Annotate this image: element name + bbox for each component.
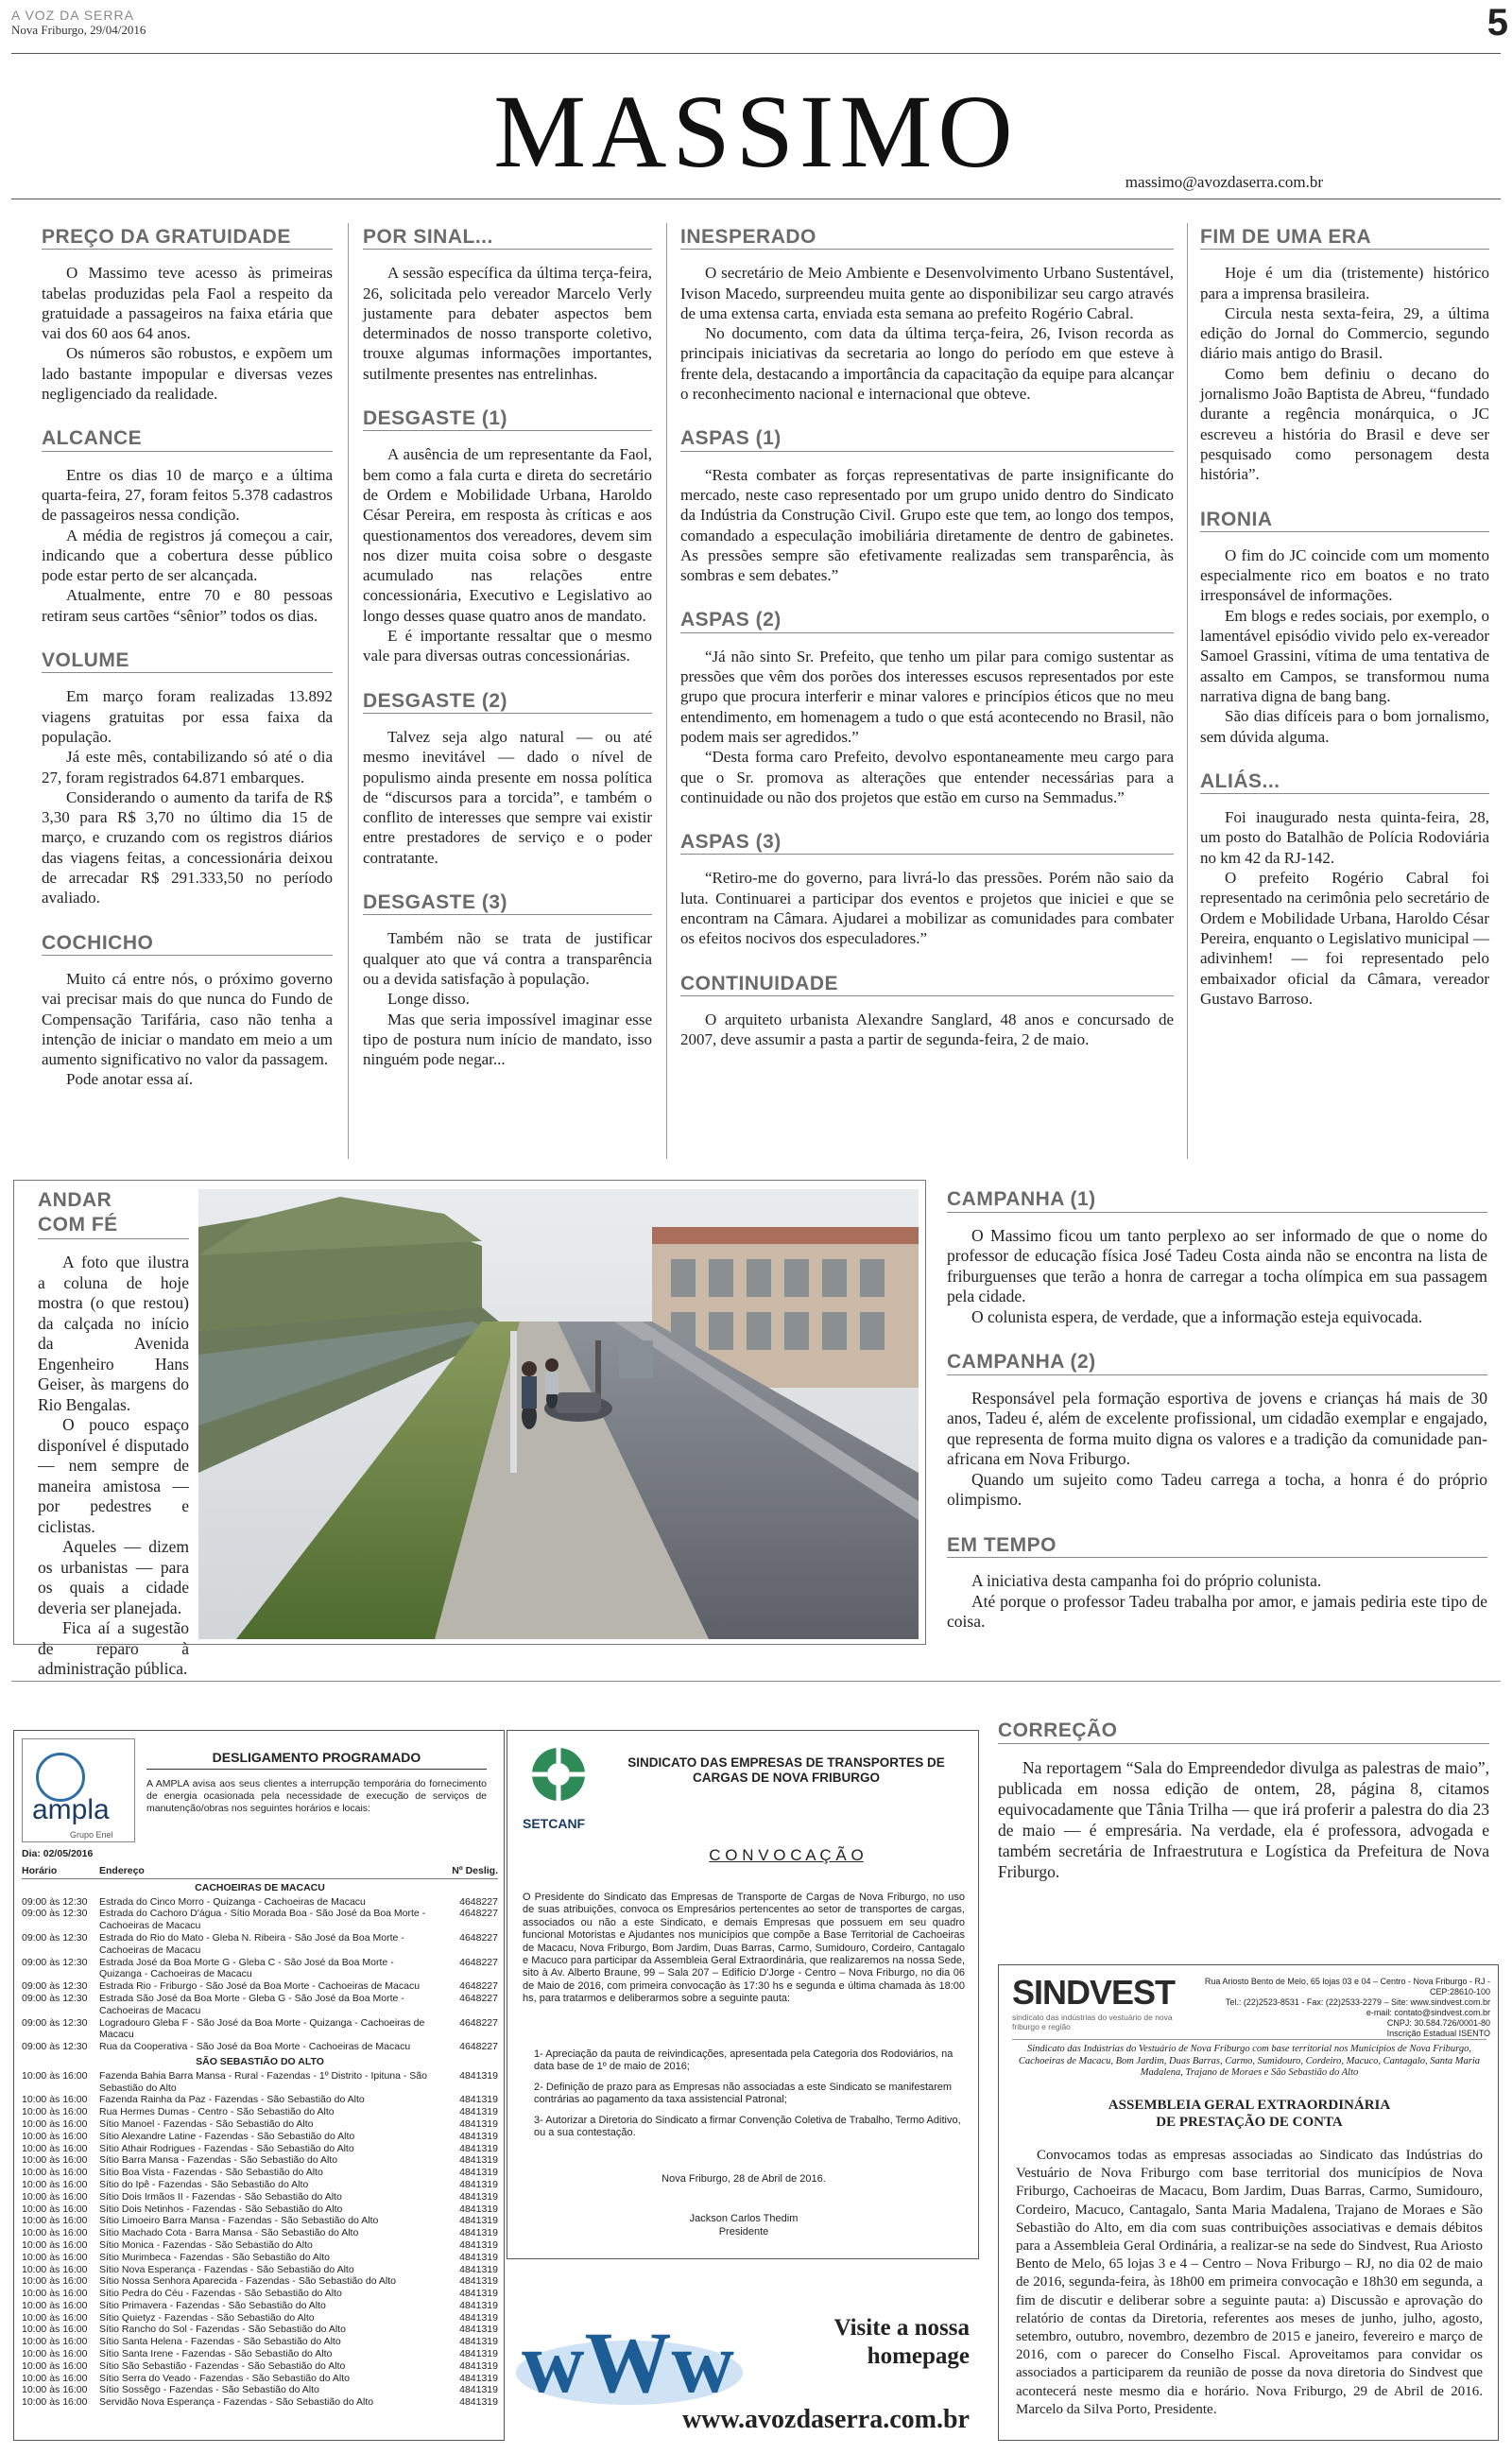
homepage-ad <box>507 2288 979 2441</box>
address-cell: Sítio Primavera - Fazendas - São Sebastião do Alto <box>99 2299 326 2311</box>
address-cell: Sítio Sossêgo - Fazendas - São Sebastião do Alto <box>99 2384 319 2396</box>
time-cell: 10:00 às 16:00 <box>22 2324 88 2336</box>
homepage-ad-line1: Visite a nossa <box>833 2315 970 2341</box>
paragraph: A sessão específica da última terça-feira, 26, solicitada pelo vereador Marcelo Verly justamente para debater aspectos bem determinados de nosso transporte coletivo, trouxe algumas informações importantes, sutilmente presentes nas entrelinhas. <box>363 264 652 383</box>
sindvest-address: Rua Ariosto Bento de Melo, 65 lojas 03 e 04 – Centro - Nova Friburgo - RJ - CEP:28610-100 <box>1204 1977 1490 1996</box>
time-cell: 09:00 às 12:30 <box>22 1956 88 1968</box>
time-cell: 09:00 às 12:30 <box>22 1931 88 1944</box>
paragraph: “Desta forma caro Prefeito, devolvo espontaneamente meu cargo para que o Sr. promova as alterações que entender necessárias para a continuidade ou não dos projetos que estão em curso na Semmadus.” <box>680 748 1174 806</box>
address-cell: Estrada do Cachoro D'água - Sítio Morada Boa - São José da Boa Morte - Cachoeiras de Macacu <box>99 1908 426 1932</box>
paragraph: Circula nesta sexta-feira, 29, a última edição do Jornal do Commercio, segundo diário mais antigo do Brasil. <box>1200 303 1489 363</box>
column-email: massimo@avozdaserra.com.br <box>1125 173 1323 191</box>
paragraph: O prefeito Rogério Cabral foi representado na cerimônia pelo secretário de Ordem e Mobilidade Urbana, Haroldo César Pereira, enquanto o Legislativo municipal — adivinhem! — foi representado pelo embaixador oficial da Câmara, vereador Gustavo Barroso. <box>1200 869 1489 1008</box>
section-title: IRONIA <box>1200 510 1489 532</box>
col-time-header: Horário <box>22 1865 58 1876</box>
address-cell: Sítio do Ipê - Fazendas - São Sebastião do Alto <box>99 2178 309 2190</box>
paragraph: São dias difíceis para o bom jornalismo, sem dúvida alguma. <box>1200 707 1489 746</box>
number-cell: 4841319 <box>459 2336 498 2348</box>
paragraph: Quando um sujeito como Tadeu carrega a tocha, a honra é do próprio olimpismo. <box>947 1469 1487 1509</box>
number-cell: 4841319 <box>459 2178 498 2190</box>
number-cell: 4841319 <box>459 2372 498 2384</box>
schedule-group: CACHOEIRAS DE MACACU <box>195 1881 325 1893</box>
schedule-row <box>22 1980 498 1993</box>
time-cell: 10:00 às 16:00 <box>22 2372 88 2384</box>
ampla-group: Grupo Enel <box>70 1830 113 1840</box>
paragraph: Hoje é um dia (tristemente) histórico para a imprensa brasileira. <box>1200 264 1489 302</box>
sindvest-title-1: ASSEMBLEIA GERAL EXTRAORDINÁRIA <box>1108 2098 1391 2113</box>
paragraph: O arquiteto urbanista Alexandre Sanglard, 48 anos e concursado de 2007, deve assumir a pasta a partir de segunda-feira, 2 de maio. <box>680 1010 1174 1049</box>
section-title: ASPAS (3) <box>680 832 1174 855</box>
www-graphic-text: wWw <box>522 2314 734 2411</box>
schedule-row <box>22 2348 498 2360</box>
time-cell: 10:00 às 16:00 <box>22 2251 88 2263</box>
paragraph: Muito cá entre nós, o próximo governo vai precisar mais do que nunca do Fundo de Compensação Tarifária, caso não tenha a intenção de iniciar o mandato em meio a um aumento significativo no valor da passagem. <box>42 969 333 1069</box>
section-title: DESGASTE (2) <box>363 691 652 714</box>
column-4 <box>1200 227 1489 1009</box>
paragraph: A ausência de um representante da Faol, bem como a fala curta e direta do secretário de Ordem e Mobilidade Urbana, Haroldo César Pereira, em resposta às críticas e aos questionamentos dos vereadores, devem sim nos dizer muita coisa sobre o desgaste acumulado nas relações entre concessionária, Executivo e Legislativo ao longo desses quase quatro anos de mandato. <box>363 445 652 625</box>
homepage-ad-line2: homepage <box>867 2343 970 2369</box>
column-divider <box>348 223 349 1159</box>
number-cell: 4841319 <box>459 2227 498 2239</box>
paragraph: Atualmente, entre 70 e 80 pessoas retiram seus cartões “sênior” todos os dias. <box>42 586 333 625</box>
agenda-item: 1- Apreciação da pauta de reivindicações, apresentada pela Categoria dos Rodoviários, na data base de 1º de maio de 2016; <box>534 2048 954 2073</box>
address-cell: Estrada José da Boa Morte G - Gleba C - São José da Boa Morte - Quizanga - Cachoeiras de Macacu <box>99 1956 394 1980</box>
ampla-schedule <box>22 1865 498 2409</box>
schedule-row <box>22 2017 498 2042</box>
schedule-row <box>22 2264 498 2276</box>
schedule-row <box>22 2396 498 2409</box>
time-cell: 10:00 às 16:00 <box>22 2311 88 2324</box>
paragraph: A média de registros já começou a cair, indicando que a cobertura desse público pode estar perto de ser alcançada. <box>42 526 333 585</box>
number-cell: 4648227 <box>459 1931 498 1944</box>
paragraph: “Já não sinto Sr. Prefeito, que tenho um pilar para comigo sustentar as pressões que vêm dos porões dos interesses escusos representados por este grupo que procura interferir e minar valores e princípios éticos que no meu entendimento, em homenagem a tudo o que está acontecendo no Brasil, não podem mais ser agredidos.” <box>680 647 1174 746</box>
schedule-row <box>22 2215 498 2227</box>
paragraph: “Retiro-me do governo, para livrá-lo das pressões. Porém não saio da luta. Continuarei a participar dos eventos e projetos que iniciei e que se encontram na Câmara. Ajudarei a mobilizar as comunidades para combater os efeitos nocivos dos especuladores.” <box>680 869 1174 948</box>
time-cell: 10:00 às 16:00 <box>22 2142 88 2154</box>
section-title: ALCANCE <box>42 428 333 451</box>
address-cell: Sítio Nova Esperança - Fazendas - São Sebastião do Alto <box>99 2263 354 2275</box>
schedule-row <box>22 2167 498 2179</box>
schedule-row <box>22 2154 498 2167</box>
www-graphic <box>507 2288 752 2420</box>
address-cell: Sítio Barra Mansa - Fazendas - São Sebastião do Alto <box>99 2154 338 2167</box>
feature-title: COM FÉ <box>38 1214 189 1239</box>
schedule-row <box>22 2373 498 2385</box>
number-cell: 4648227 <box>459 1895 498 1908</box>
number-cell: 4841319 <box>459 2348 498 2360</box>
address-cell: Sítio Alexandre Latine - Fazendas - São Sebastião do Alto <box>99 2130 355 2142</box>
address-cell: Sítio Serra do Veado - Fazendas - São Sebastião do Alto <box>99 2372 351 2384</box>
schedule-row <box>22 2336 498 2348</box>
schedule-row <box>22 2106 498 2118</box>
sindvest-contact <box>1178 1977 1490 2039</box>
agenda-item: 3- Autorizar a Diretoria do Sindicato a firmar Convenção Coletiva de Trabalho, Termo Aditivo, ou a sua contestação. <box>534 2114 961 2139</box>
number-cell: 4841319 <box>459 2288 498 2300</box>
schedule-row <box>22 1896 498 1909</box>
setcanf-notice: C O N V O C A Ç Ã O <box>709 1846 864 1864</box>
setcanf-signer-role: Presidente <box>718 2226 769 2238</box>
number-cell: 4841319 <box>459 2324 498 2336</box>
number-cell: 4841319 <box>459 2263 498 2275</box>
correction-box <box>998 1720 1489 1882</box>
column-1 <box>42 227 333 1090</box>
time-cell: 10:00 às 16:00 <box>22 2069 88 2082</box>
ampla-title: DESLIGAMENTO PROGRAMADO <box>146 1750 487 1770</box>
time-cell: 09:00 às 12:30 <box>22 1895 88 1908</box>
schedule-row <box>22 2275 498 2288</box>
paragraph: A iniciativa desta campanha foi do próprio colunista. <box>971 1571 1322 1590</box>
section-title: ALIÁS... <box>1200 771 1489 794</box>
paragraph: Na reportagem “Sala do Empreendedor divulga as palestras de maio”, publicada em nossa edição de ontem, 28, página 8, citamos equivocadamente que Tânia Trilha — que irá proferir a palestra do dia 23 de maio — é empresária. Na verdade, ela é professora, advogada e também secretária de Infraestrutura e Logística da Prefeitura de Nova Friburgo. <box>998 1758 1489 1881</box>
number-cell: 4841319 <box>459 2117 498 2130</box>
address-cell: Estrada do Rio do Mato - Gleba N. Ribeira - São José da Boa Morte - Cachoeiras de Macacu <box>99 1931 404 1956</box>
schedule-row <box>22 2324 498 2336</box>
address-cell: Sítio Pedra do Céu - Fazendas - São Sebastião do Alto <box>99 2288 342 2300</box>
paragraph: Em março foram realizadas 13.892 viagens gratuitas por essa faixa da população. <box>42 687 333 746</box>
header-rule <box>11 53 1501 54</box>
schedule-row <box>22 2203 498 2216</box>
paper-name: A VOZ DA SERRA <box>11 8 134 23</box>
address-cell: Sítio São Sebastião - Fazendas - São Sebastião do Alto <box>99 2359 346 2372</box>
address-cell: Sítio Manoel - Fazendas - São Sebastião do Alto <box>99 2117 314 2130</box>
section-title: FIM DE UMA ERA <box>1200 227 1489 250</box>
address-cell: Sítio Boa Vista - Fazendas - São Sebastião do Alto <box>99 2167 323 2179</box>
schedule-row <box>22 2070 498 2095</box>
address-cell: Sítio Rancho do Sol - Fazendas - São Sebastião do Alto <box>99 2324 346 2336</box>
setcanf-signer: Jackson Carlos Thedim <box>689 2213 799 2224</box>
schedule-row <box>22 2360 498 2373</box>
time-cell: 09:00 às 12:30 <box>22 2041 88 2053</box>
schedule-row <box>22 2227 498 2239</box>
number-cell: 4841319 <box>459 2396 498 2409</box>
time-cell: 10:00 às 16:00 <box>22 2263 88 2275</box>
address-cell: Rua da Cooperativa - São José da Boa Morte - Cachoeiras de Macacu <box>99 2041 411 2053</box>
paragraph: O colunista espera, de verdade, que a informação esteja equivocada. <box>971 1306 1423 1326</box>
paragraph: Longe disso. <box>387 990 470 1009</box>
setcanf-date: Nova Friburgo, 28 de Abril de 2016. <box>662 2173 826 2185</box>
sindvest-body: Convocamos todas as empresas associadas ao Sindicato das Indústrias do Vestuário de Nova Friburgo com base territorial dos municípios de Nova Friburgo, Cachoeiras de Macacu, Bom Jardim, Duas Barras, Carmo, Sumidouro, Cordeiro, Macuco, Cantagalo, Santa Maria Madalena, Trajano de Moraes e São Sebastião do Alto, em dia com suas contribuições associativas e demais débitos para a Assembleia Geral Ordinária, a realizar-se na sede do Sindvest, Rua Ariosto Bento de Melo, 65 lojas 3 e 4 – Centro – Nova Friburgo – RJ, no dia 02 de maio de 2016, segunda-feira, às 18h00 em primeira convocação e 18h30 em segunda, a fim de discutir e deliberar sobre a seguinte pauta: a) Discussão e aprovação do relatório de contas da Diretoria, referentes aos meses de junho, julho, agosto, setembro, outubro, novembro, dezembro de 2015 e janeiro, fevereiro e março de 2016, com o parecer do Conselho Fiscal. Aproveitamos para convidar os associados a participarem da reunião de posse da nova diretoria do Sindvest que acontecerá neste mesmo dia e horário. Nova Friburgo, 29 de Abril de 2016. Marcelo da Silva Porto, Presidente. <box>1016 2148 1483 2417</box>
address-cell: Rua Hermes Dumas - Centro - São Sebastião do Alto <box>99 2106 335 2118</box>
schedule-rows <box>22 1896 498 2053</box>
time-cell: 10:00 às 16:00 <box>22 2384 88 2396</box>
schedule-row <box>22 2239 498 2252</box>
section-title: VOLUME <box>42 650 333 673</box>
number-cell: 4841319 <box>459 2311 498 2324</box>
schedule-header <box>22 1865 498 1879</box>
ampla-logo-box <box>22 1738 135 1842</box>
street-photo-image <box>198 1189 919 1639</box>
sindvest-cnpj: CNPJ: 30.584.726/0001-80 <box>1386 2018 1490 2028</box>
time-cell: 10:00 às 16:00 <box>22 2336 88 2348</box>
paragraph: Entre os dias 10 de março e a última quarta-feira, 27, foram feitos 5.378 cadastros de passageiros nessa condição. <box>42 465 333 525</box>
address-cell: Sítio Machado Cota - Barra Mansa - São Sebastião do Alto <box>99 2227 359 2239</box>
schedule-row <box>22 2041 498 2053</box>
section-title: ASPAS (1) <box>680 428 1174 451</box>
col-number-header: Nº Deslig. <box>452 1865 498 1876</box>
time-cell: 10:00 às 16:00 <box>22 2396 88 2409</box>
paragraph: Fica aí a sugestão de reparo à administração pública. <box>38 1618 189 1678</box>
number-cell: 4841319 <box>459 2251 498 2263</box>
section-title: INESPERADO <box>680 227 1174 250</box>
address-cell: Sítio Athair Rodrigues - Fazendas - São Sebastião do Alto <box>99 2142 354 2154</box>
col-address-header: Endereço <box>99 1865 145 1876</box>
number-cell: 4841319 <box>459 2190 498 2203</box>
address-cell: Sítio Dois Irmãos II - Fazendas - São Sebastião do Alto <box>99 2190 342 2203</box>
setcanf-ad <box>507 1730 979 2259</box>
schedule-row <box>22 1932 498 1957</box>
sindvest-phones: Tel.: (22)2523-8531 - Fax: (22)2533-2279 – Site: www.sindvest.com.br <box>1225 1997 1490 2007</box>
time-cell: 10:00 às 16:00 <box>22 2178 88 2190</box>
schedule-row <box>22 2118 498 2131</box>
paragraph: Como bem definiu o decano do jornalismo João Baptista de Abreu, “fundado durante a regência monárquica, o JC escreveu a história do Brasil e deve ser pesquisado como personagem desta história”. <box>1200 364 1489 484</box>
section-title: CAMPANHA (1) <box>947 1189 1487 1213</box>
number-cell: 4648227 <box>459 1980 498 1993</box>
paragraph: Aqueles — dizem os urbanistas — para os quais a cidade deveria ser planejada. <box>38 1537 189 1617</box>
section-title: COCHICHO <box>42 933 333 956</box>
ampla-intro: A AMPLA avisa aos seus clientes a interrupção temporária do fornecimento de energia ocasionada pela necessidade de execução de serviços de manutenção/obras nos seguintes horários e locais: <box>146 1778 487 1814</box>
address-cell: Servidão Nova Esperança - Fazendas - São Sebastião do Alto <box>99 2396 374 2409</box>
setcanf-logo: SETCANF <box>523 1816 586 1831</box>
time-cell: 10:00 às 16:00 <box>22 2094 88 2106</box>
ampla-ad <box>13 1730 505 2441</box>
paragraph: O Massimo teve acesso às primeiras tabelas produzidas pela Faol a respeito da gratuidade a passageiros na faixa etária que vai dos 60 aos 64 anos. <box>42 264 333 343</box>
paragraph: “Resta combater as forças representativas de parte insignificante do mercado, neste caso representado por um grupo unido dentro do Sindicato da Indústria da Construção Civil. Grupo este que tem, ao longo dos tempos, comandado a especulação imobiliária diretamente de dentro de gabinetes. As pressões sempre são efetivamente realizadas sem transparência, às sombras e sem debates.” <box>680 465 1174 585</box>
time-cell: 10:00 às 16:00 <box>22 2190 88 2203</box>
page-number: 5 <box>1486 2 1508 43</box>
sindvest-tagline: Sindicato das Indústrias do Vestuário de Nova Friburgo com base territorial nos Municípios de Nova Friburgo, Cachoeiras de Macacu, Bom Jardim, Duas Barras, Carmo, Sumidouro, Cordeiro, Macuco, Cantagalo, Santa Maria Madalena, Trajano de Moraes e São Sebastião do Alto <box>1012 2039 1486 2080</box>
address-cell: Sítio Limoeiro Barra Mansa - Fazendas - São Sebastião do Alto <box>99 2215 379 2227</box>
time-cell: 10:00 às 16:00 <box>22 2215 88 2227</box>
feature-title: ANDAR <box>38 1189 112 1211</box>
time-cell: 10:00 às 16:00 <box>22 2348 88 2360</box>
number-cell: 4841319 <box>459 2275 498 2288</box>
time-cell: 10:00 às 16:00 <box>22 2275 88 2288</box>
section-title: CORREÇÃO <box>998 1720 1489 1744</box>
street-photo <box>198 1189 919 1639</box>
address-cell: Fazenda Bahia Barra Mansa - Rural - Fazendas - 1º Distrito - Ipituna - São Sebastião do Alto <box>99 2069 427 2094</box>
number-cell: 4841319 <box>459 2215 498 2227</box>
section-title: CAMPANHA (2) <box>947 1352 1487 1375</box>
section-title: CONTINUIDADE <box>680 974 1174 996</box>
column-title: MASSIMO <box>493 74 1019 189</box>
sindvest-logo-sub: sindicato das indústrias do vestuário de nova friburgo e região <box>1012 2013 1173 2031</box>
paragraph: No documento, com data da última terça-feira, 26, Ivison recorda as principais iniciativas da secretaria ao longo do período em que esteve à frente dela, destacando a importância da capacitação da equipe para alcançar o reconhecimento nacional e internacional que obteve. <box>680 324 1174 404</box>
setcanf-body: O Presidente do Sindicato das Empresas de Transporte de Cargas de Nova Friburgo, no uso de suas atribuições, convoca os Empresários pertencentes ao setor de transportes de cargas, associados ou não a este Sindicato, e demais Empresas que possuem em seu quadro funcional Motoristas e Ajudantes nos municípios que compõe a Base Territorial de Cachoeiras de Macacu, Nova Friburgo, Bom Jardim, Duas Barras, Carmo, Sumidouro, Cordeiro, Cantagalo e Macuco para participar da Assembleia Geral Extraordinária, que realizaremos na nossa Sede, sito à Av. Alberto Braune, 99 – Sala 207 – Edifício D'Jorge - Centro – Nova Friburgo, no dia 06 de Maio de 2016, com primeira convocação às 17:30 hs e segunda e última chamada às 18:00 hs, para tratarmos e deliberarmos sobre a seguinte pauta: <box>523 1892 965 2005</box>
address-cell: Sítio Dois Netinhos - Fazendas - São Sebastião do Alto <box>99 2203 343 2215</box>
paragraph: Considerando o aumento da tarifa de R$ 3,30 para R$ 3,70 no último dia 15 de março, e cruzando com os registros diários das viagens feitas, a concessionária deixou de arrecadar R$ 291.333,50 no período avaliado. <box>42 787 333 907</box>
address-cell: Sítio Santa Helena - Fazendas - São Sebastião do Alto <box>99 2336 341 2348</box>
paragraph: Também não se trata de justificar qualquer ato que vá contra a transparência ou a devida satisfação à população. <box>363 929 652 988</box>
time-cell: 10:00 às 16:00 <box>22 2117 88 2130</box>
ampla-logo: ampla <box>32 1794 110 1825</box>
address-cell: Logradouro Gleba F - São José da Boa Morte - Quizanga - Cachoeiras de Macacu <box>99 2016 425 2041</box>
time-cell: 10:00 às 16:00 <box>22 2203 88 2215</box>
paragraph: O pouco espaço disponível é disputado — nem sempre de maneira amistosa — por pedestres e ciclistas. <box>38 1415 189 1536</box>
number-cell: 4841319 <box>459 2167 498 2179</box>
number-cell: 4841319 <box>459 2384 498 2396</box>
section-title: DESGASTE (1) <box>363 408 652 431</box>
section-title: DESGASTE (3) <box>363 892 652 915</box>
paragraph: A foto que ilustra a coluna de hoje mostra (o que restou) da calçada no início da Avenida Engenheiro Hans Geiser, às margens do Rio Bengalas. <box>38 1253 189 1414</box>
time-cell: 10:00 às 16:00 <box>22 2130 88 2142</box>
time-cell: 09:00 às 12:30 <box>22 2016 88 2029</box>
number-cell: 4841319 <box>459 2069 498 2082</box>
paragraph: Os números são robustos, e expõem um lado bastante impopular e diversas vezes negligenciado da realidade. <box>42 344 333 404</box>
time-cell: 09:00 às 12:30 <box>22 1908 88 1920</box>
address-cell: Estrada São José da Boa Morte - Gleba G - São José da Boa Morte - Cachoeiras de Macacu <box>99 1992 404 2016</box>
time-cell: 10:00 às 16:00 <box>22 2359 88 2372</box>
setcanf-agenda <box>534 2048 961 2139</box>
sindvest-inscricao: Inscrição Estadual ISENTO <box>1386 2029 1490 2038</box>
time-cell: 09:00 às 12:30 <box>22 1980 88 1993</box>
section-title: EM TEMPO <box>947 1535 1487 1559</box>
sindvest-title-2: DE PRESTAÇÃO DE CONTA <box>1156 2115 1343 2130</box>
sindvest-email: e-mail: contato@sindvest.com.br <box>1366 2008 1490 2017</box>
schedule-row <box>22 1908 498 1932</box>
schedule-row <box>22 2143 498 2155</box>
schedule-group: SÃO SEBASTIÃO DO ALTO <box>196 2055 324 2067</box>
address-cell: Estrada Rio - Friburgo - São José da Boa Morte - Cachoeiras de Macacu <box>99 1980 421 1993</box>
setcanf-title: SINDICATO DAS EMPRESAS DE TRANSPORTES DE CARGAS DE NOVA FRIBURGO <box>627 1755 945 1785</box>
agenda-item: 2- Definição de prazo para as Empresas não associadas a este Sindicato se manifestarem contrárias ao pagamento da taxa assistencial Patronal; <box>534 2081 953 2106</box>
address-cell: Sítio Murimbeca - Fazendas - São Sebastião do Alto <box>99 2251 330 2263</box>
number-cell: 4841319 <box>459 2238 498 2251</box>
time-cell: 10:00 às 16:00 <box>22 2167 88 2179</box>
section-title: POR SINAL... <box>363 227 652 250</box>
time-cell: 10:00 às 16:00 <box>22 2154 88 2167</box>
number-cell: 4648227 <box>459 1908 498 1920</box>
schedule-row <box>22 2131 498 2143</box>
sindvest-logo: SINDVEST <box>1012 1973 1176 2012</box>
schedule-row <box>22 2384 498 2396</box>
address-cell: Sítio Monica - Fazendas - São Sebastião do Alto <box>99 2238 313 2251</box>
number-cell: 4841319 <box>459 2142 498 2154</box>
time-cell: 10:00 às 16:00 <box>22 2106 88 2118</box>
schedule-row <box>22 2312 498 2324</box>
number-cell: 4648227 <box>459 1992 498 2004</box>
paragraph: Foi inaugurado nesta quinta-feira, 28, um posto do Batalhão de Polícia Rodoviária no km 42 da RJ-142. <box>1200 808 1489 867</box>
number-cell: 4841319 <box>459 2203 498 2215</box>
number-cell: 4841319 <box>459 2130 498 2142</box>
number-cell: 4841319 <box>459 2299 498 2311</box>
paragraph: E é importante ressaltar que o mesmo vale para diversas outras concessionárias. <box>363 627 652 665</box>
paragraph: O secretário de Meio Ambiente e Desenvolvimento Urbano Sustentável, Ivison Macedo, surpreendeu muita gente ao disponibilizar seu cargo através de uma extensa carta, enviada esta semana ao prefeito Rogério Cabral. <box>680 264 1174 322</box>
schedule-row <box>22 2288 498 2300</box>
section-title: ASPAS (2) <box>680 610 1174 632</box>
campanha-column <box>947 1189 1487 1633</box>
schedule-rows <box>22 2070 498 2409</box>
paragraph: Até porque o professor Tadeu trabalha por amor, e jamais pediria este tipo de coisa. <box>947 1591 1487 1631</box>
paragraph: Já este mês, contabilizando só até o dia 27, foram registrados 64.871 embarques. <box>42 748 333 786</box>
number-cell: 4648227 <box>459 1956 498 1968</box>
schedule-row <box>22 2252 498 2264</box>
time-cell: 10:00 às 16:00 <box>22 2288 88 2300</box>
address-cell: Sítio Santa Irene - Fazendas - São Sebastião do Alto <box>99 2348 333 2360</box>
paragraph: Em blogs e redes sociais, por exemplo, o lamentável episódio vivido pelo ex-vereador Samoel Grassini, vítima de uma tentativa de assalto em Campos, se transformou numa narrativa digna de bang bang. <box>1200 606 1489 705</box>
photo-feature-text <box>38 1189 189 1680</box>
number-cell: 4841319 <box>459 2359 498 2372</box>
address-cell: Sítio Nossa Senhora Aparecida - Fazendas - São Sebastião do Alto <box>99 2275 397 2288</box>
number-cell: 4648227 <box>459 2016 498 2029</box>
time-cell: 10:00 às 16:00 <box>22 2299 88 2311</box>
sindvest-ad <box>998 1964 1499 2441</box>
paragraph: O fim do JC coincide com um momento especialmente rico em boatos e no trato irresponsável de informações. <box>1200 545 1489 605</box>
time-cell: 10:00 às 16:00 <box>22 2227 88 2239</box>
address-cell: Fazenda Rainha da Paz - Fazendas - São Sebastião do Alto <box>99 2094 365 2106</box>
schedule-row <box>22 2094 498 2106</box>
schedule-row <box>22 1993 498 2017</box>
masthead <box>11 8 1501 38</box>
column-2 <box>363 227 652 1069</box>
schedule-row <box>22 2179 498 2191</box>
number-cell: 4648227 <box>459 2041 498 2053</box>
paragraph: O Massimo ficou um tanto perplexo ao ser informado de que o nome do professor de educação física José Tadeu Costa ainda não se encontra na lista de friburguenses que terão a honra de carregar a tocha olímpica em sua passagem pela cidade. <box>947 1225 1487 1305</box>
address-cell: Sítio Quietyz - Fazendas - São Sebastião do Alto <box>99 2311 315 2324</box>
time-cell: 09:00 às 12:30 <box>22 1992 88 2004</box>
paragraph: Mas que seria impossível imaginar esse tipo de postura num início de mandato, isso ninguém pode negar... <box>363 1010 652 1069</box>
homepage-url[interactable]: www.avozdaserra.com.br <box>681 2405 970 2434</box>
address-cell: Estrada do Cinco Morro - Quizanga - Cachoeiras de Macacu <box>99 1895 366 1908</box>
setcanf-logo-icon <box>521 1744 596 1810</box>
number-cell: 4841319 <box>459 2106 498 2118</box>
time-cell: 10:00 às 16:00 <box>22 2238 88 2251</box>
paragraph: Responsável pela formação esportiva de jovens e crianças há mais de 30 anos, Tadeu é, além de excelente profissional, um cidadão exemplar e engajado, que representa de forma muito digna os valores e a tradição da comunidade pan-africana em Nova Friburgo. <box>947 1388 1487 1468</box>
schedule-row <box>22 2191 498 2203</box>
paragraph: Talvez seja algo natural — ou até mesmo inevitável — dado o nível de populismo ainda presente em nossa política de “discursos para a torcida”, e também o conflito de interesses que sempre vai existir entre prestadores de serviço e o poder contratante. <box>363 727 652 867</box>
section-title: PREÇO DA GRATUIDADE <box>42 227 333 250</box>
column-divider <box>666 223 667 1159</box>
number-cell: 4841319 <box>459 2094 498 2106</box>
place-date: Nova Friburgo, 29/04/2016 <box>11 23 146 37</box>
number-cell: 4841319 <box>459 2154 498 2167</box>
schedule-row <box>22 1957 498 1981</box>
column-divider <box>1187 223 1188 1159</box>
section-rule <box>11 1681 1501 1682</box>
schedule-row <box>22 2300 498 2312</box>
column-3 <box>680 227 1174 1050</box>
paragraph: Pode anotar essa aí. <box>66 1070 194 1089</box>
ampla-day: Dia: 02/05/2016 <box>22 1848 94 1859</box>
